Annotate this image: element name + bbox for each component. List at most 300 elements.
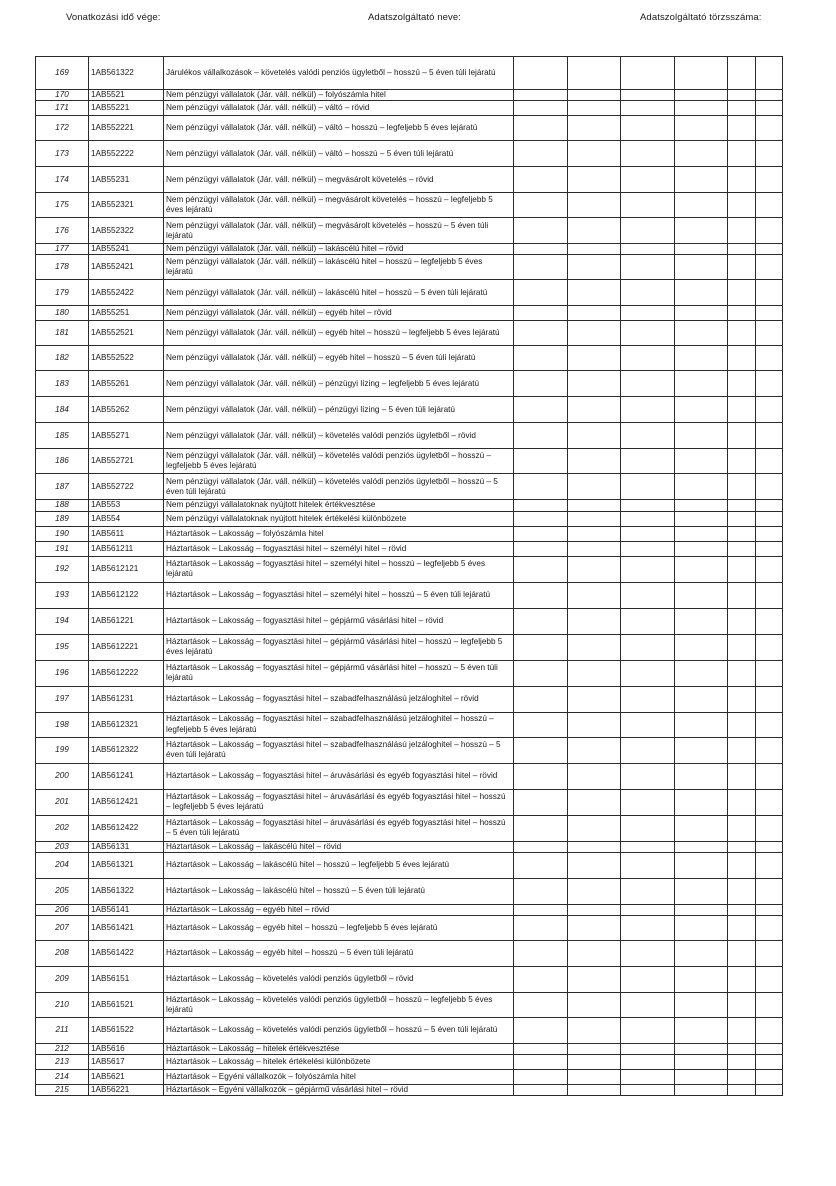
row-value-cell[interactable] (756, 660, 783, 686)
row-value-cell[interactable] (568, 280, 621, 306)
row-value-cell[interactable] (514, 167, 568, 193)
row-value-cell[interactable] (728, 167, 756, 193)
row-value-cell[interactable] (514, 541, 568, 556)
row-value-cell[interactable] (568, 1055, 621, 1070)
row-value-cell[interactable] (756, 1070, 783, 1085)
row-number-cell: 200 (36, 763, 89, 789)
row-code-cell: 1AB553 (89, 500, 164, 511)
row-value-cell[interactable] (621, 397, 675, 423)
row-value-cell[interactable] (621, 526, 675, 541)
row-value-cell[interactable] (728, 993, 756, 1018)
row-value-cell[interactable] (621, 1018, 675, 1044)
row-description-cell: Nem pénzügyi vállalatok (Jár. váll. nélkül) – lakáscélú hitel – rövid (164, 244, 514, 255)
row-value-cell[interactable] (728, 967, 756, 993)
row-value-cell[interactable] (675, 474, 728, 500)
row-value-cell[interactable] (675, 686, 728, 712)
row-value-cell[interactable] (621, 737, 675, 763)
row-number-cell: 211 (36, 1018, 89, 1044)
row-value-cell[interactable] (568, 878, 621, 904)
row-value-cell[interactable] (568, 321, 621, 346)
row-value-cell[interactable] (756, 218, 783, 244)
row-value-cell[interactable] (756, 346, 783, 371)
row-value-cell[interactable] (756, 582, 783, 608)
row-value-cell[interactable] (514, 90, 568, 101)
row-value-cell[interactable] (675, 57, 728, 90)
row-value-cell[interactable] (728, 1044, 756, 1055)
row-value-cell[interactable] (756, 57, 783, 90)
row-value-cell[interactable] (568, 449, 621, 474)
row-value-cell[interactable] (756, 306, 783, 321)
row-value-cell[interactable] (568, 712, 621, 737)
row-value-cell[interactable] (514, 321, 568, 346)
row-value-cell[interactable] (756, 101, 783, 116)
row-number-cell: 202 (36, 815, 89, 841)
row-value-cell[interactable] (514, 397, 568, 423)
row-value-cell[interactable] (514, 1044, 568, 1055)
row-value-cell[interactable] (728, 941, 756, 967)
row-value-cell[interactable] (756, 737, 783, 763)
row-value-cell[interactable] (621, 941, 675, 967)
row-value-cell[interactable] (675, 841, 728, 852)
row-value-cell[interactable] (568, 57, 621, 90)
row-value-cell[interactable] (675, 763, 728, 789)
row-value-cell[interactable] (568, 101, 621, 116)
row-value-cell[interactable] (675, 101, 728, 116)
row-description-cell: Nem pénzügyi vállalatok (Jár. váll. nélkül) – követelés valódi penziós ügyletből – hosszú – 5 éven túli lejáratú (164, 474, 514, 500)
row-value-cell[interactable] (675, 526, 728, 541)
row-value-cell[interactable] (675, 423, 728, 449)
row-value-cell[interactable] (728, 815, 756, 841)
row-value-cell[interactable] (514, 1018, 568, 1044)
row-value-cell[interactable] (621, 1055, 675, 1070)
row-value-cell[interactable] (621, 686, 675, 712)
row-value-cell[interactable] (756, 541, 783, 556)
row-value-cell[interactable] (568, 346, 621, 371)
row-value-cell[interactable] (756, 763, 783, 789)
row-value-cell[interactable] (756, 941, 783, 967)
row-value-cell[interactable] (675, 1055, 728, 1070)
row-value-cell[interactable] (756, 993, 783, 1018)
row-value-cell[interactable] (568, 815, 621, 841)
row-value-cell[interactable] (568, 941, 621, 967)
row-value-cell[interactable] (756, 141, 783, 167)
row-value-cell[interactable] (728, 904, 756, 915)
row-value-cell[interactable] (568, 737, 621, 763)
row-value-cell[interactable] (756, 321, 783, 346)
row-value-cell[interactable] (568, 474, 621, 500)
row-value-cell[interactable] (514, 244, 568, 255)
row-value-cell[interactable] (728, 608, 756, 634)
row-description-cell: Nem pénzügyi vállalatok (Jár. váll. nélkül) – egyéb hitel – hosszú – 5 éven túli lejáratú (164, 346, 514, 371)
row-value-cell[interactable] (621, 1070, 675, 1085)
row-value-cell[interactable] (621, 218, 675, 244)
row-value-cell[interactable] (675, 306, 728, 321)
row-value-cell[interactable] (621, 582, 675, 608)
row-value-cell[interactable] (728, 660, 756, 686)
row-value-cell[interactable] (621, 916, 675, 941)
row-value-cell[interactable] (621, 993, 675, 1018)
row-value-cell[interactable] (675, 511, 728, 526)
row-value-cell[interactable] (756, 255, 783, 280)
row-value-cell[interactable] (621, 660, 675, 686)
row-value-cell[interactable] (728, 90, 756, 101)
row-value-cell[interactable] (568, 193, 621, 218)
row-value-cell[interactable] (568, 904, 621, 915)
row-value-cell[interactable] (675, 346, 728, 371)
row-value-cell[interactable] (621, 167, 675, 193)
row-value-cell[interactable] (568, 218, 621, 244)
row-value-cell[interactable] (568, 841, 621, 852)
row-value-cell[interactable] (756, 841, 783, 852)
row-value-cell[interactable] (568, 167, 621, 193)
table-row (36, 500, 783, 511)
row-code-cell: 1AB5616 (89, 1044, 164, 1055)
row-value-cell[interactable] (756, 1018, 783, 1044)
row-value-cell[interactable] (514, 789, 568, 815)
row-value-cell[interactable] (675, 582, 728, 608)
row-value-cell[interactable] (756, 500, 783, 511)
row-value-cell[interactable] (756, 1055, 783, 1070)
row-value-cell[interactable] (514, 57, 568, 90)
reporter-name-label: Adatszolgáltató neve: (368, 12, 461, 23)
row-value-cell[interactable] (728, 474, 756, 500)
row-value-cell[interactable] (756, 712, 783, 737)
row-value-cell[interactable] (756, 90, 783, 101)
row-value-cell[interactable] (756, 916, 783, 941)
row-value-cell[interactable] (514, 941, 568, 967)
row-value-cell[interactable] (621, 789, 675, 815)
row-value-cell[interactable] (675, 1085, 728, 1096)
row-value-cell[interactable] (621, 57, 675, 90)
row-value-cell[interactable] (621, 815, 675, 841)
row-value-cell[interactable] (675, 556, 728, 582)
row-value-cell[interactable] (568, 141, 621, 167)
row-value-cell[interactable] (621, 346, 675, 371)
row-value-cell[interactable] (756, 474, 783, 500)
row-value-cell[interactable] (756, 556, 783, 582)
row-value-cell[interactable] (621, 541, 675, 556)
row-value-cell[interactable] (514, 218, 568, 244)
row-value-cell[interactable] (568, 244, 621, 255)
row-value-cell[interactable] (621, 474, 675, 500)
row-value-cell[interactable] (675, 397, 728, 423)
row-value-cell[interactable] (728, 423, 756, 449)
row-value-cell[interactable] (728, 280, 756, 306)
row-value-cell[interactable] (728, 141, 756, 167)
row-value-cell[interactable] (514, 500, 568, 511)
row-value-cell[interactable] (675, 660, 728, 686)
row-value-cell[interactable] (756, 878, 783, 904)
row-value-cell[interactable] (514, 116, 568, 141)
row-value-cell[interactable] (514, 371, 568, 397)
row-value-cell[interactable] (756, 852, 783, 878)
row-value-cell[interactable] (728, 916, 756, 941)
row-value-cell[interactable] (728, 686, 756, 712)
row-value-cell[interactable] (728, 101, 756, 116)
table-row (36, 556, 783, 582)
row-value-cell[interactable] (514, 608, 568, 634)
row-value-cell[interactable] (621, 852, 675, 878)
row-value-cell[interactable] (756, 449, 783, 474)
row-value-cell[interactable] (675, 712, 728, 737)
row-value-cell[interactable] (568, 1044, 621, 1055)
row-code-cell: 1AB561322 (89, 878, 164, 904)
row-value-cell[interactable] (514, 1070, 568, 1085)
row-value-cell[interactable] (728, 116, 756, 141)
row-value-cell[interactable] (675, 1018, 728, 1044)
row-value-cell[interactable] (621, 423, 675, 449)
row-description-cell: Nem pénzügyi vállalatok (Jár. váll. nélkül) – folyószámla hitel (164, 90, 514, 101)
row-value-cell[interactable] (756, 815, 783, 841)
row-value-cell[interactable] (568, 255, 621, 280)
row-value-cell[interactable] (756, 423, 783, 449)
row-value-cell[interactable] (621, 841, 675, 852)
row-value-cell[interactable] (675, 634, 728, 660)
row-value-cell[interactable] (728, 218, 756, 244)
row-value-cell[interactable] (514, 449, 568, 474)
row-value-cell[interactable] (756, 511, 783, 526)
row-value-cell[interactable] (621, 116, 675, 141)
row-value-cell[interactable] (621, 608, 675, 634)
row-value-cell[interactable] (621, 280, 675, 306)
row-value-cell[interactable] (621, 371, 675, 397)
row-value-cell[interactable] (514, 916, 568, 941)
row-value-cell[interactable] (621, 255, 675, 280)
row-value-cell[interactable] (675, 789, 728, 815)
row-value-cell[interactable] (756, 686, 783, 712)
row-value-cell[interactable] (728, 244, 756, 255)
row-value-cell[interactable] (675, 141, 728, 167)
row-value-cell[interactable] (728, 500, 756, 511)
row-value-cell[interactable] (728, 789, 756, 815)
row-description-cell: Nem pénzügyi vállalatok (Jár. váll. nélkül) – váltó – rövid (164, 101, 514, 116)
row-value-cell[interactable] (514, 841, 568, 852)
row-value-cell[interactable] (514, 306, 568, 321)
row-value-cell[interactable] (514, 967, 568, 993)
row-value-cell[interactable] (756, 193, 783, 218)
row-value-cell[interactable] (514, 852, 568, 878)
row-value-cell[interactable] (728, 737, 756, 763)
row-value-cell[interactable] (568, 967, 621, 993)
row-value-cell[interactable] (728, 526, 756, 541)
row-value-cell[interactable] (514, 526, 568, 541)
row-value-cell[interactable] (568, 511, 621, 526)
row-value-cell[interactable] (728, 346, 756, 371)
row-value-cell[interactable] (728, 582, 756, 608)
row-value-cell[interactable] (728, 841, 756, 852)
row-value-cell[interactable] (675, 1044, 728, 1055)
row-value-cell[interactable] (756, 967, 783, 993)
row-value-cell[interactable] (675, 967, 728, 993)
row-value-cell[interactable] (728, 634, 756, 660)
row-value-cell[interactable] (756, 371, 783, 397)
row-value-cell[interactable] (621, 511, 675, 526)
row-value-cell[interactable] (514, 255, 568, 280)
row-value-cell[interactable] (514, 878, 568, 904)
row-value-cell[interactable] (675, 904, 728, 915)
row-value-cell[interactable] (675, 916, 728, 941)
row-number-cell: 172 (36, 116, 89, 141)
row-value-cell[interactable] (514, 582, 568, 608)
row-value-cell[interactable] (756, 789, 783, 815)
row-value-cell[interactable] (756, 397, 783, 423)
row-value-cell[interactable] (514, 280, 568, 306)
row-value-cell[interactable] (568, 541, 621, 556)
row-value-cell[interactable] (568, 763, 621, 789)
row-value-cell[interactable] (675, 878, 728, 904)
row-value-cell[interactable] (514, 474, 568, 500)
row-value-cell[interactable] (568, 582, 621, 608)
row-value-cell[interactable] (621, 763, 675, 789)
row-value-cell[interactable] (621, 556, 675, 582)
row-value-cell[interactable] (568, 371, 621, 397)
row-value-cell[interactable] (568, 306, 621, 321)
row-value-cell[interactable] (675, 218, 728, 244)
row-value-cell[interactable] (621, 306, 675, 321)
row-value-cell[interactable] (514, 904, 568, 915)
row-value-cell[interactable] (675, 541, 728, 556)
row-value-cell[interactable] (568, 660, 621, 686)
row-value-cell[interactable] (621, 500, 675, 511)
row-value-cell[interactable] (675, 193, 728, 218)
row-value-cell[interactable] (728, 511, 756, 526)
row-value-cell[interactable] (621, 244, 675, 255)
row-value-cell[interactable] (568, 397, 621, 423)
row-value-cell[interactable] (514, 1055, 568, 1070)
row-value-cell[interactable] (728, 255, 756, 280)
row-value-cell[interactable] (728, 763, 756, 789)
row-value-cell[interactable] (621, 878, 675, 904)
row-value-cell[interactable] (728, 878, 756, 904)
row-value-cell[interactable] (756, 634, 783, 660)
row-value-cell[interactable] (568, 993, 621, 1018)
row-value-cell[interactable] (675, 167, 728, 193)
row-value-cell[interactable] (756, 526, 783, 541)
row-value-cell[interactable] (675, 321, 728, 346)
row-value-cell[interactable] (514, 686, 568, 712)
row-value-cell[interactable] (514, 763, 568, 789)
row-value-cell[interactable] (621, 712, 675, 737)
row-value-cell[interactable] (675, 255, 728, 280)
row-value-cell[interactable] (514, 556, 568, 582)
row-value-cell[interactable] (568, 916, 621, 941)
row-value-cell[interactable] (568, 1018, 621, 1044)
row-value-cell[interactable] (568, 500, 621, 511)
row-value-cell[interactable] (675, 993, 728, 1018)
row-value-cell[interactable] (728, 1055, 756, 1070)
row-value-cell[interactable] (568, 1085, 621, 1096)
row-value-cell[interactable] (568, 90, 621, 101)
row-value-cell[interactable] (675, 371, 728, 397)
row-value-cell[interactable] (756, 280, 783, 306)
row-value-cell[interactable] (728, 57, 756, 90)
row-value-cell[interactable] (621, 321, 675, 346)
row-value-cell[interactable] (675, 941, 728, 967)
row-value-cell[interactable] (675, 500, 728, 511)
row-value-cell[interactable] (728, 541, 756, 556)
row-value-cell[interactable] (728, 449, 756, 474)
row-value-cell[interactable] (514, 815, 568, 841)
row-value-cell[interactable] (514, 511, 568, 526)
row-value-cell[interactable] (568, 789, 621, 815)
row-value-cell[interactable] (514, 737, 568, 763)
row-value-cell[interactable] (675, 90, 728, 101)
row-value-cell[interactable] (675, 116, 728, 141)
row-value-cell[interactable] (568, 526, 621, 541)
row-value-cell[interactable] (568, 852, 621, 878)
row-value-cell[interactable] (756, 1085, 783, 1096)
row-value-cell[interactable] (621, 1085, 675, 1096)
row-value-cell[interactable] (756, 1044, 783, 1055)
row-value-cell[interactable] (621, 634, 675, 660)
row-description-cell: Nem pénzügyi vállalatok (Jár. váll. nélkül) – pénzügyi lízing – 5 éven túli lejáratú (164, 397, 514, 423)
row-value-cell[interactable] (514, 712, 568, 737)
row-value-cell[interactable] (675, 1070, 728, 1085)
row-value-cell[interactable] (728, 556, 756, 582)
row-value-cell[interactable] (675, 852, 728, 878)
row-value-cell[interactable] (621, 1044, 675, 1055)
row-value-cell[interactable] (621, 449, 675, 474)
row-value-cell[interactable] (621, 967, 675, 993)
row-value-cell[interactable] (514, 993, 568, 1018)
row-value-cell[interactable] (568, 634, 621, 660)
row-value-cell[interactable] (568, 556, 621, 582)
row-value-cell[interactable] (568, 116, 621, 141)
row-value-cell[interactable] (514, 1085, 568, 1096)
row-value-cell[interactable] (514, 634, 568, 660)
row-value-cell[interactable] (675, 449, 728, 474)
row-value-cell[interactable] (756, 167, 783, 193)
row-value-cell[interactable] (728, 852, 756, 878)
row-value-cell[interactable] (675, 815, 728, 841)
row-value-cell[interactable] (728, 1085, 756, 1096)
row-value-cell[interactable] (728, 1070, 756, 1085)
row-value-cell[interactable] (728, 321, 756, 346)
row-value-cell[interactable] (568, 1070, 621, 1085)
row-value-cell[interactable] (728, 371, 756, 397)
row-value-cell[interactable] (514, 346, 568, 371)
row-value-cell[interactable] (756, 608, 783, 634)
row-value-cell[interactable] (514, 193, 568, 218)
row-value-cell[interactable] (514, 423, 568, 449)
row-value-cell[interactable] (675, 737, 728, 763)
row-value-cell[interactable] (728, 193, 756, 218)
row-value-cell[interactable] (621, 141, 675, 167)
row-value-cell[interactable] (568, 423, 621, 449)
row-value-cell[interactable] (621, 193, 675, 218)
row-value-cell[interactable] (756, 116, 783, 141)
row-value-cell[interactable] (728, 712, 756, 737)
row-value-cell[interactable] (514, 141, 568, 167)
row-value-cell[interactable] (728, 397, 756, 423)
row-value-cell[interactable] (675, 280, 728, 306)
row-value-cell[interactable] (568, 686, 621, 712)
row-value-cell[interactable] (621, 904, 675, 915)
row-value-cell[interactable] (514, 660, 568, 686)
row-value-cell[interactable] (568, 608, 621, 634)
row-description-cell: Háztartások – Lakosság – egyéb hitel – hosszú – legfeljebb 5 éves lejáratú (164, 916, 514, 941)
row-value-cell[interactable] (514, 101, 568, 116)
row-value-cell[interactable] (728, 306, 756, 321)
row-value-cell[interactable] (675, 608, 728, 634)
row-value-cell[interactable] (675, 244, 728, 255)
row-value-cell[interactable] (756, 904, 783, 915)
row-value-cell[interactable] (728, 1018, 756, 1044)
row-value-cell[interactable] (756, 244, 783, 255)
table-row (36, 141, 783, 167)
row-value-cell[interactable] (621, 90, 675, 101)
row-value-cell[interactable] (621, 101, 675, 116)
